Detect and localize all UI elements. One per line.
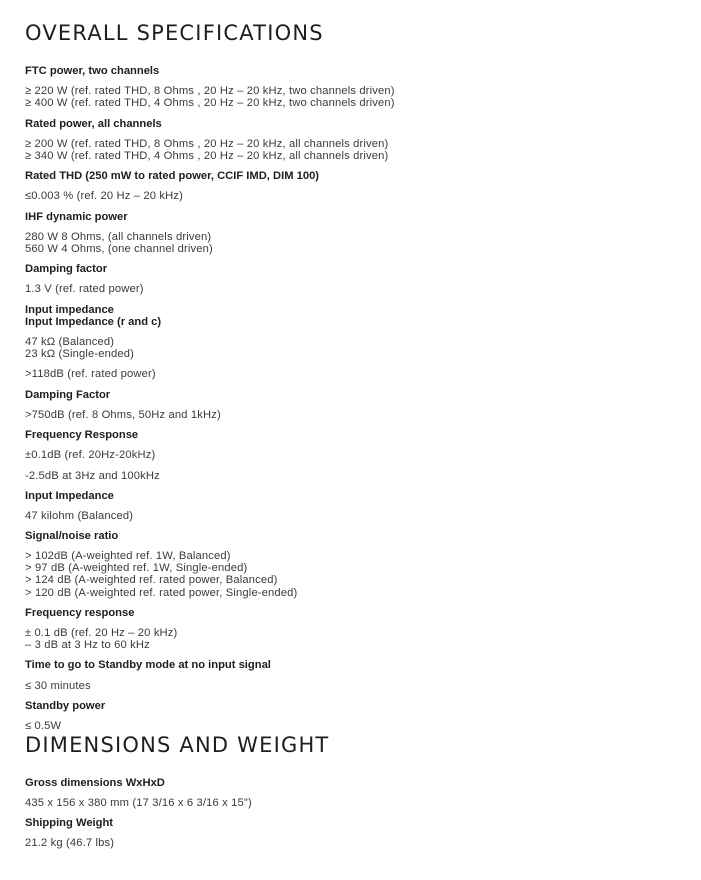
spec-value: 21.2 kg (46.7 lbs) <box>25 837 115 849</box>
spec-label-frequency-response: Frequency Response <box>25 429 139 441</box>
spec-label-signal-noise-ratio: Signal/noise ratio <box>25 530 119 542</box>
spec-value: ≥ 200 W (ref. rated THD, 8 Ohms , 20 Hz – 20 kHz, all channels driven) <box>25 138 389 150</box>
spec-value: ±0.1dB (ref. 20Hz-20kHz) <box>25 449 156 461</box>
spec-value: > 102dB (A-weighted ref. 1W, Balanced) <box>25 550 231 562</box>
spec-label-rated-power: Rated power, all channels <box>25 118 162 130</box>
spec-label-ftc-power: FTC power, two channels <box>25 65 160 77</box>
spec-value: ≤ 0.5W <box>25 720 62 732</box>
spec-value: – 3 dB at 3 Hz to 60 kHz <box>25 639 150 651</box>
spec-value: > 97 dB (A-weighted ref. 1W, Single-ended) <box>25 562 248 574</box>
spec-label-ihf-dynamic-power: IHF dynamic power <box>25 211 128 223</box>
spec-value: 435 x 156 x 380 mm (17 3/16 x 6 3/16 x 15") <box>25 797 252 809</box>
spec-value: ≥ 400 W (ref. rated THD, 4 Ohms , 20 Hz – 20 kHz, two channels driven) <box>25 97 395 109</box>
spec-value: 280 W 8 Ohms, (all channels driven) <box>25 231 212 243</box>
spec-label-input-impedance-2: Input Impedance <box>25 490 114 502</box>
spec-value: -2.5dB at 3Hz and 100kHz <box>25 470 160 482</box>
spec-value: ± 0.1 dB (ref. 20 Hz – 20 kHz) <box>25 627 178 639</box>
spec-value: ≥ 220 W (ref. rated THD, 8 Ohms , 20 Hz – 20 kHz, two channels driven) <box>25 85 395 97</box>
spec-value: ≤0.003 % (ref. 20 Hz – 20 kHz) <box>25 190 184 202</box>
spec-label-standby-power: Standby power <box>25 700 106 712</box>
section-title-dimensions: DIMENSIONS AND WEIGHT <box>25 733 330 757</box>
spec-value: >118dB (ref. rated power) <box>25 368 156 380</box>
spec-label-rated-thd: Rated THD (250 mW to rated power, CCIF IMD, DIM 100) <box>25 170 320 182</box>
spec-label-shipping-weight: Shipping Weight <box>25 817 114 829</box>
spec-label-input-impedance: Input impedance <box>25 304 114 316</box>
spec-label-standby-time: Time to go to Standby mode at no input signal <box>25 659 271 671</box>
spec-value: 560 W 4 Ohms, (one channel driven) <box>25 243 213 255</box>
spec-label-damping-factor: Damping factor <box>25 263 108 275</box>
spec-value: > 124 dB (A-weighted ref. rated power, Balanced) <box>25 574 278 586</box>
section-title-overall: OVERALL SPECIFICATIONS <box>25 21 324 45</box>
spec-label-input-impedance-rc: Input Impedance (r and c) <box>25 316 162 328</box>
spec-value: 47 kilohm (Balanced) <box>25 510 134 522</box>
spec-value: >750dB (ref. 8 Ohms, 50Hz and 1kHz) <box>25 409 221 421</box>
spec-label-gross-dimensions: Gross dimensions WxHxD <box>25 777 165 789</box>
spec-label-damping-factor-2: Damping Factor <box>25 389 111 401</box>
spec-value: 23 kΩ (Single-ended) <box>25 348 135 360</box>
spec-value: 1.3 V (ref. rated power) <box>25 283 144 295</box>
spec-value: 47 kΩ (Balanced) <box>25 336 115 348</box>
spec-label-frequency-response-2: Frequency response <box>25 607 135 619</box>
spec-value: ≥ 340 W (ref. rated THD, 4 Ohms , 20 Hz – 20 kHz, all channels driven) <box>25 150 389 162</box>
spec-value: > 120 dB (A-weighted ref. rated power, Single-ended) <box>25 587 298 599</box>
spec-value: ≤ 30 minutes <box>25 680 91 692</box>
